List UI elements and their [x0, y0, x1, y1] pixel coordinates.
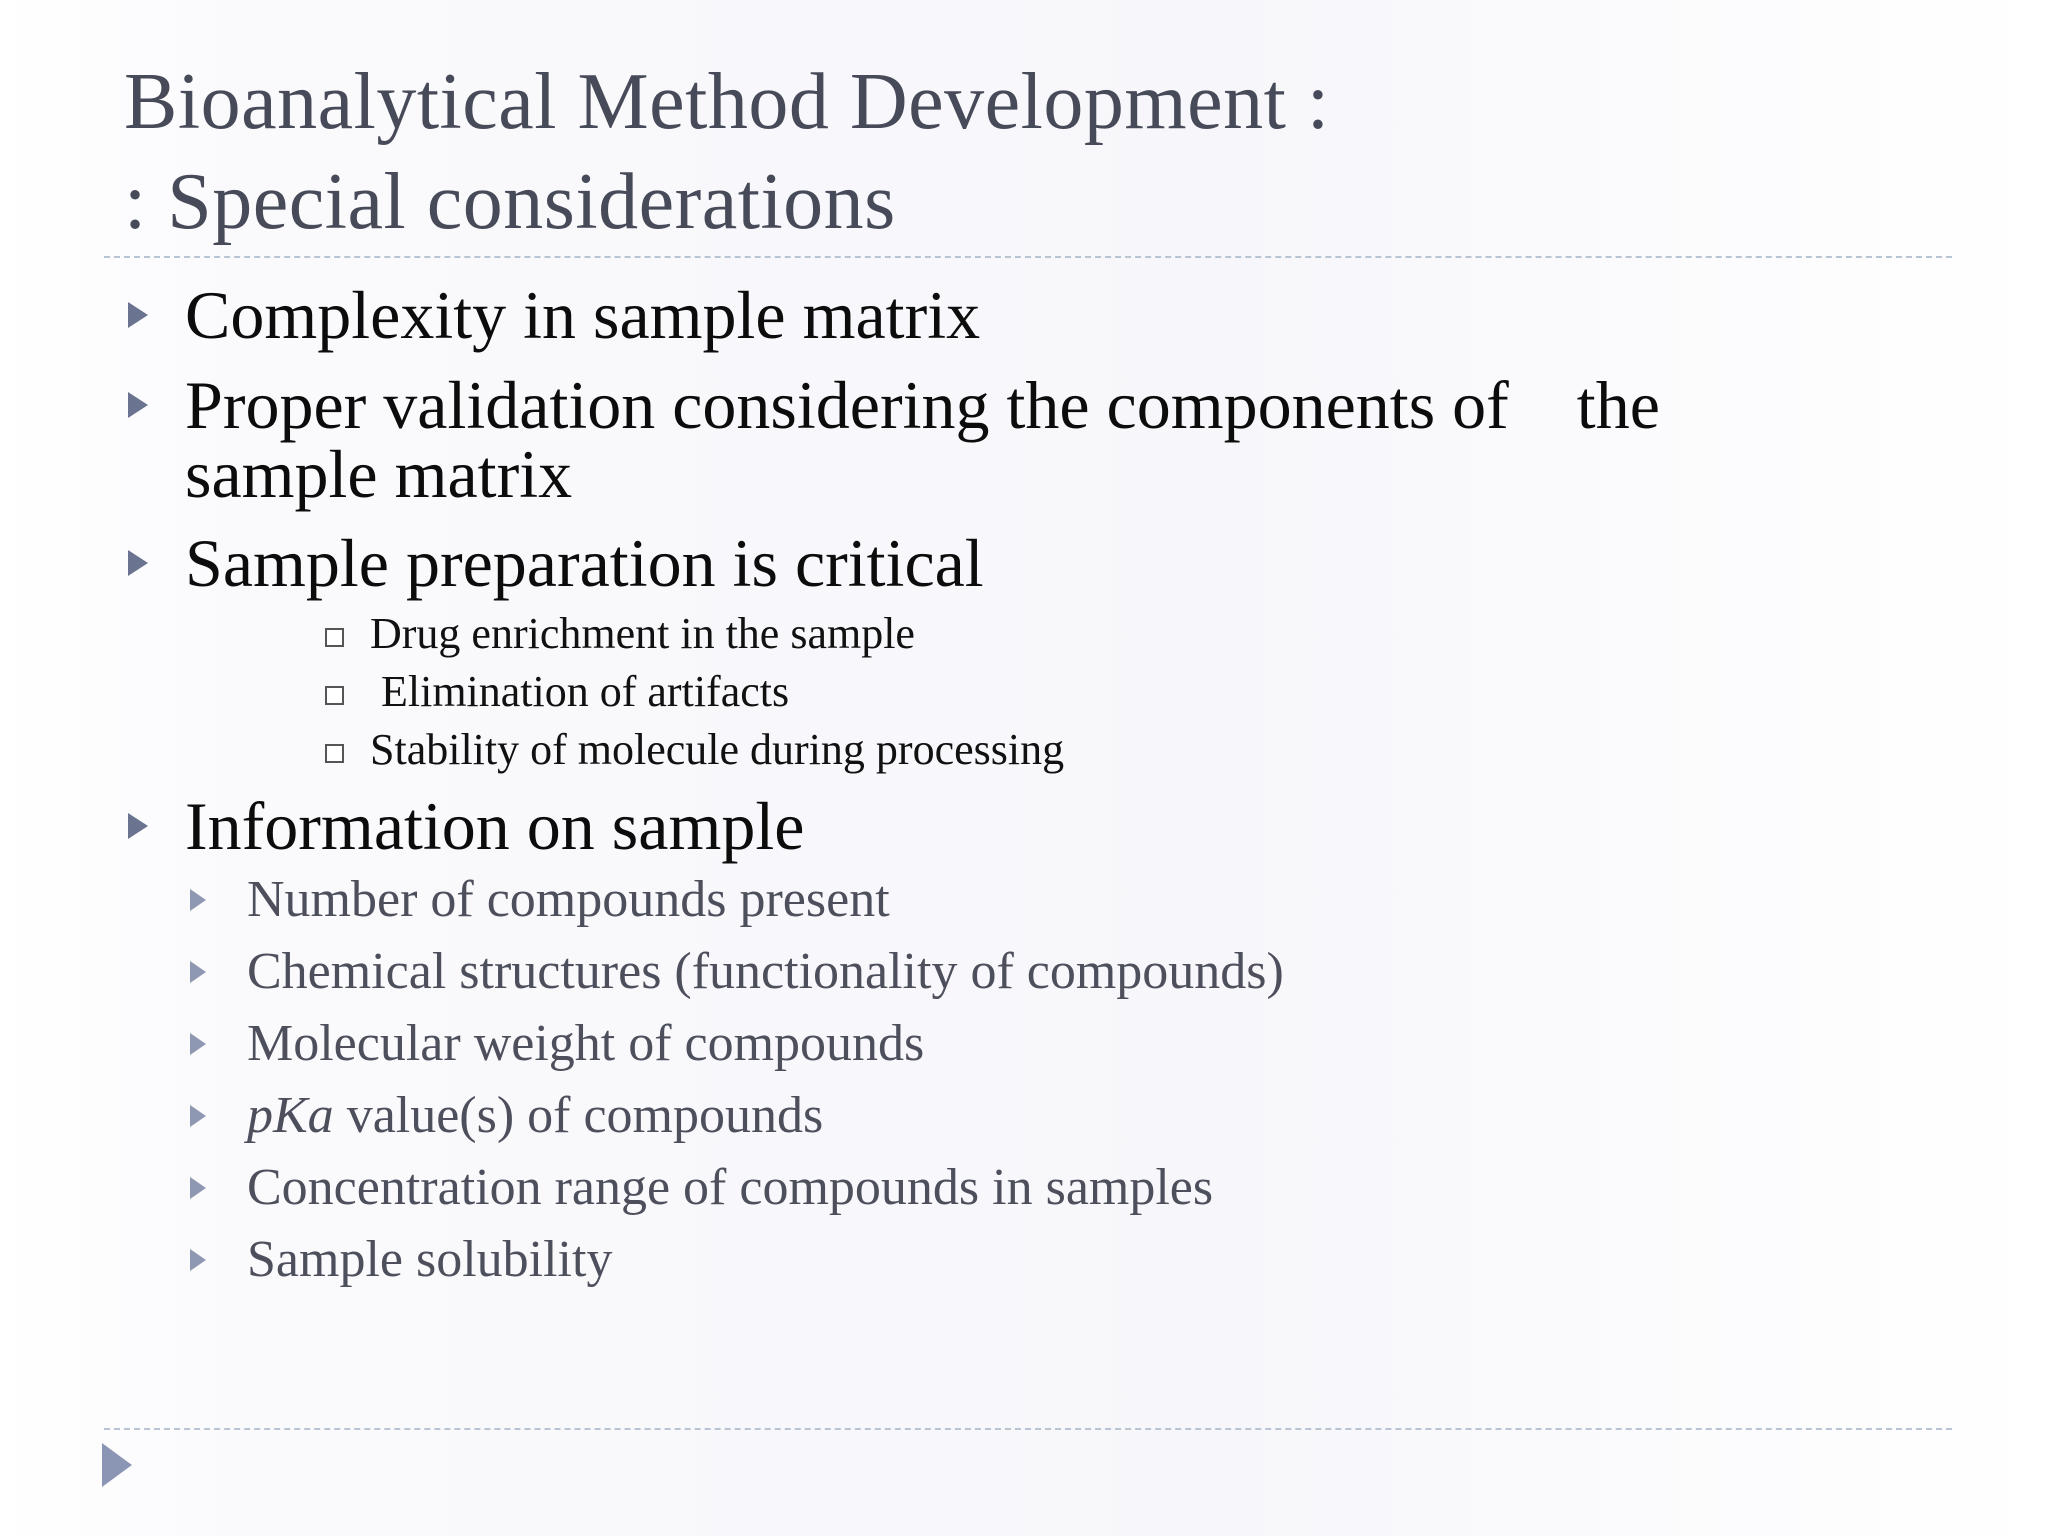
checkbox-square-icon [325, 686, 344, 705]
info-item-chemical-structures: Chemical structures (functionality of compounds) [247, 943, 1284, 1000]
bullet-validation-line-2: sample matrix [185, 436, 573, 512]
slide-title-line-2: : Special considerations [124, 158, 896, 246]
info-item-solubility: Sample solubility [247, 1231, 613, 1288]
info-item-number-compounds: Number of compounds present [247, 871, 890, 928]
bullet-arrow-icon [128, 392, 148, 418]
checkbox-square-icon [325, 744, 344, 763]
info-item-pka: pKa value(s) of compounds [247, 1087, 824, 1144]
bullet-complexity: Complexity in sample matrix [185, 277, 981, 353]
footer-divider [104, 1428, 1952, 1430]
bullet-arrow-icon [128, 302, 148, 328]
bullet-information-on-sample: Information on sample [185, 788, 805, 864]
bullet-sample-preparation: Sample preparation is critical [185, 525, 984, 601]
slide-corner-arrow-icon [102, 1443, 132, 1487]
slide-title [124, 52, 1330, 252]
slide-title-line-1: Bioanalytical Method Development : [124, 58, 1330, 146]
title-divider [104, 256, 1952, 258]
sub-bullet-arrow-icon [190, 889, 206, 911]
sub-bullet-arrow-icon [190, 1249, 206, 1271]
subitem-elimination-artifacts: Elimination of artifacts [370, 667, 790, 716]
sub-bullet-arrow-icon [190, 961, 206, 983]
info-item-molecular-weight: Molecular weight of compounds [247, 1015, 925, 1072]
bullet-validation-line-1: Proper validation considering the components of the [185, 367, 1660, 443]
sub-bullet-arrow-icon [190, 1033, 206, 1055]
bullet-arrow-icon [128, 550, 148, 576]
sub-bullet-arrow-icon [190, 1177, 206, 1199]
subitem-stability: Stability of molecule during processing [370, 725, 1065, 774]
info-item-concentration-range: Concentration range of compounds in samples [247, 1159, 1214, 1216]
checkbox-square-icon [325, 628, 344, 647]
subitem-drug-enrichment: Drug enrichment in the sample [370, 609, 915, 658]
bullet-arrow-icon [128, 813, 148, 839]
sub-bullet-arrow-icon [190, 1105, 206, 1127]
